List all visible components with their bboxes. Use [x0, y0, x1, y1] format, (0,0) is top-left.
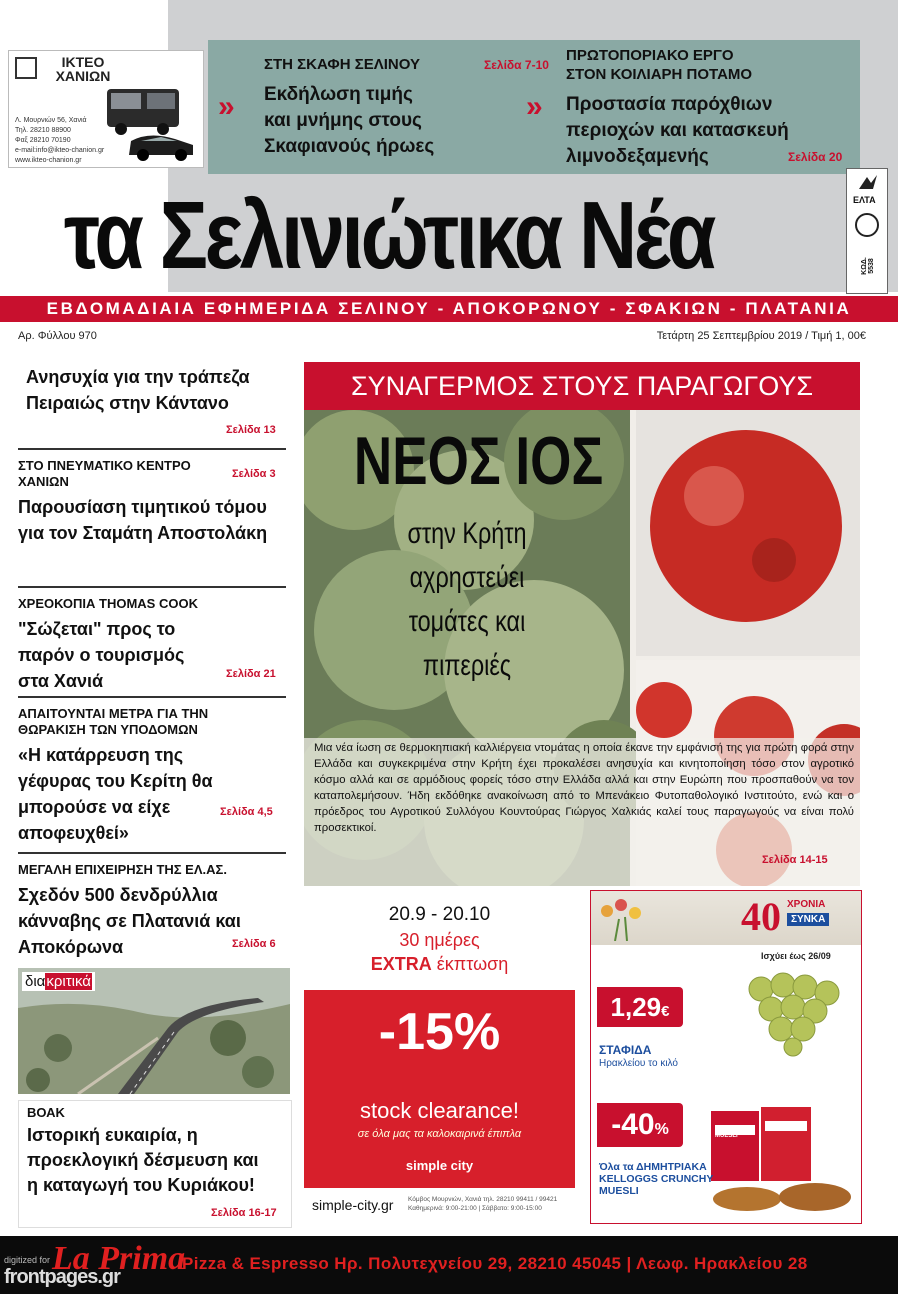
- teaser-left-page: Σελίδα 7-10: [484, 58, 549, 72]
- ikteo-ad[interactable]: [8, 50, 204, 168]
- left-story-3[interactable]: [18, 596, 286, 694]
- teaser-left-line: και μνήμης στους: [264, 110, 422, 131]
- teaser-right-kicker: [566, 46, 752, 84]
- divider: [18, 586, 286, 588]
- ad-extra-bold: EXTRA: [370, 954, 432, 974]
- main-story-page: Σελίδα 14-15: [762, 854, 828, 866]
- left-story-2[interactable]: [18, 458, 286, 546]
- diakritika-label-a: δια: [25, 973, 46, 990]
- synka-brand: ΣΥΝΚΑ: [787, 913, 829, 926]
- teaser-box: [208, 40, 860, 174]
- elta-label: ΕΛΤΑ: [853, 195, 876, 205]
- ad-address-line: Κόμβος Μουρνιών, Χανιά τηλ. 28210 99411 / 99421: [408, 1196, 558, 1203]
- story-headline: Ανησυχία για την τράπεζα Πειραιώς στην Κάντανο: [26, 367, 250, 413]
- main-sub-line: στην Κρήτη: [407, 517, 527, 550]
- teaser-left-line: Σκαφιανούς ήρωες: [264, 136, 435, 157]
- product1-name: ΣΤΑΦΙΔΑ: [599, 1043, 652, 1057]
- ad-dates: 20.9 - 20.10: [388, 904, 491, 925]
- boak-story[interactable]: [18, 1100, 292, 1228]
- story-page: Σελίδα 3: [232, 468, 276, 480]
- teaser-left-kicker: ΣΤΗ ΣΚΑΦΗ ΣΕΛΙΝΟΥ: [264, 56, 421, 73]
- ikteo-address: Λ. Μουρνιών 56, Χανιά: [15, 117, 87, 124]
- story-page: Σελίδα 4,5: [220, 806, 273, 818]
- truck-car-image: [101, 83, 197, 163]
- ad-address: [408, 1195, 557, 1213]
- ikteo-fax: Φαξ 28210 70190: [15, 137, 71, 144]
- synka-valid: Ισχύει έως 26/09: [761, 951, 831, 961]
- ad-hours-line: Καθημερινά: 9:00-21:00 | Σάββατο: 9:00-15:00: [408, 1205, 542, 1212]
- story-page: Σελίδα 6: [232, 938, 276, 950]
- main-sub-line: αχρηστεύει: [409, 561, 525, 594]
- story-headline: Ιστορική ευκαιρία, η προεκλογική δέσμευση και η καταγωγή του Κυριάκου!: [27, 1125, 259, 1195]
- left-story-5[interactable]: [18, 862, 286, 960]
- ikteo-email: e-mail:info@ikteo-chanion.gr: [15, 147, 105, 154]
- elta-bird-icon: [857, 173, 879, 193]
- product1-sub: Ηρακλείου το κιλό: [599, 1058, 678, 1069]
- ikteo-title: [43, 55, 123, 83]
- main-story-body: Μια νέα ίωση σε θερμοκηπιακή καλλιέργεια ντομάτας η οποία έκανε την εμφάνισή της για πρώτη φορά στην Ελλάδα και συγκεκριμένα στην Κρήτη έχει προκαλέσει ανησυχία και κινητοποίηση τόσο στον αγροτικό κόσμο αλλά και σε αρμόδιους φορείς τόσο στην Ελλάδα αλλά και στην Ευρώπη που προσπαθούν να τον καταπολεμήσουν. Ήδη εκδόθηκε ανακοίνωση από το Μπενάκειο Φυτοπαθολογικό Ινστιτούτο, ενώ και ο πρόεδρος του Αγροτικού Συλλόγου Κουντούρας Γιώργος Χαλκιάς καλεί τους παραγωγούς να είναι πολύ προσεκτικοί.: [314, 742, 854, 834]
- divider: [18, 448, 286, 450]
- date-price: Τετάρτη 25 Σεπτεμβρίου 2019 / Τιμή 1, 00€: [656, 330, 866, 342]
- diakritika-label-b: κριτικά: [46, 973, 91, 990]
- price-tag: [597, 987, 683, 1027]
- ad-stock: stock clearance!: [360, 1098, 519, 1123]
- teaser-right-line: περιοχών και κατασκευή: [566, 120, 789, 141]
- la-prima-logo: La Prima: [52, 1240, 186, 1277]
- teaser-left-headline[interactable]: [264, 82, 504, 160]
- price-main: 1,29: [610, 992, 662, 1022]
- story-headline: Σχεδόν 500 δενδρύλλια κάνναβης σε Πλατανιά και Αποκόρωνα: [18, 885, 241, 957]
- left-story-4[interactable]: [18, 706, 286, 846]
- watermark-line1: digitized for: [4, 1255, 51, 1265]
- tagline-band: ΕΒΔΟΜΑΔΙΑΙΑ ΕΦΗΜΕΡΙΔΑ ΣΕΛΙΝΟΥ - ΑΠΟΚΟΡΩΝΟΥ - ΣΦΑΚΙΩΝ - ΠΛΑΤΑΝΙΑ: [0, 296, 898, 322]
- teaser-right-kicker-line: ΣΤΟΝ ΚΟΙΛΙΑΡΗ ΠΟΤΑΜΟ: [566, 66, 753, 83]
- teaser-right-page: Σελίδα 20: [788, 150, 843, 164]
- discount-main: -40: [611, 1108, 655, 1141]
- main-sub-line: τομάτες και: [408, 605, 526, 638]
- diakritika-photo[interactable]: [18, 968, 290, 1094]
- ikteo-logo-icon: [15, 57, 37, 79]
- story-kicker: ΣΤΟ ΠΝΕΥΜΑΤΙΚΟ ΚΕΝΤΡΟ ΧΑΝΙΩΝ: [18, 458, 191, 489]
- ad-url[interactable]: simple-city.gr: [312, 1197, 394, 1213]
- elta-seal-icon: [855, 213, 879, 237]
- ad-extra: [304, 954, 575, 975]
- synka-xronia: ΧΡΟΝΙΑ: [787, 899, 826, 910]
- story-kicker: ΧΡΕΟΚΟΠΙΑ THOMAS COOK: [18, 596, 198, 611]
- ikteo-title-line2: ΧΑΝΙΩΝ: [55, 68, 111, 84]
- main-sub-line: πιπεριές: [422, 649, 512, 682]
- left-story-1[interactable]: [18, 364, 286, 436]
- teaser-right-line: Προστασία παρόχθιων: [566, 94, 773, 115]
- story-kicker: ΑΠΑΙΤΟΥΝΤΑΙ ΜΕΤΡΑ ΓΙΑ ΤΗΝ ΘΩΡΑΚΙΣΗ ΤΩΝ ΥΠΟΔΟΜΩΝ: [18, 706, 209, 737]
- ad-sub: σε όλα μας τα καλοκαιρινά έπιπλα: [357, 1128, 522, 1140]
- ikteo-web: www.ikteo-chanion.gr: [15, 157, 82, 164]
- divider: [18, 696, 286, 698]
- newspaper-title: τα Σελινιώτικα Νέα: [64, 182, 714, 289]
- story-page: Σελίδα 21: [226, 668, 276, 680]
- footer-line: Pizza & Espresso Ηρ. Πολυτεχνείου 29, 28210 45045 | Λεωφ. Ηρακλείου 28: [182, 1254, 808, 1273]
- cereal-boxes-image: [707, 1105, 857, 1215]
- cereal-box-text: CRUNCHY MUESLI: [715, 1127, 745, 1139]
- chevron-icon: »: [526, 90, 543, 123]
- ikteo-phone: Τηλ. 28210 88900: [15, 127, 71, 134]
- story-headline: "Σώζεται" προς το παρόν ο τουρισμός στα Χανιά: [18, 619, 185, 691]
- product2-name: Όλα τα ΔΗΜΗΤΡΙΑΚΑ KELLOGGS CRUNCHY MUESLI: [599, 1161, 714, 1197]
- teaser-right-line: λιμνοδεξαμενής: [566, 146, 709, 167]
- discount-sign: %: [654, 1121, 669, 1138]
- main-story-band: ΣΥΝΑΓΕΡΜΟΣ ΣΤΟΥΣ ΠΑΡΑΓΩΓΟΥΣ: [304, 362, 860, 410]
- grapes-image: [731, 965, 851, 1057]
- issue-number: Αρ. Φύλλου 970: [18, 330, 97, 342]
- story-kicker: ΒΟΑΚ: [27, 1105, 65, 1120]
- ad-extra-rest: έκπτωση: [431, 954, 509, 974]
- elta-code: ΚΩΔ. 5538: [861, 257, 875, 275]
- ad-percent: -15%: [378, 1003, 501, 1061]
- simple-city-logo: simple city: [405, 1158, 474, 1173]
- story-kicker: ΜΕΓΑΛΗ ΕΠΙΧΕΙΡΗΣΗ ΤΗΣ ΕΛ.ΑΣ.: [18, 862, 227, 877]
- elta-stamp: [846, 168, 888, 294]
- simple-city-ad[interactable]: [304, 890, 575, 1222]
- story-headline: «Η κατάρρευση της γέφυρας του Κερίτη θα μπορούσε να είχε αποφευχθεί»: [18, 745, 213, 843]
- teaser-left-line: Εκδήλωση τιμής: [264, 84, 413, 105]
- divider: [18, 852, 286, 854]
- ad-footer: [304, 1188, 575, 1222]
- main-subheadline: [354, 512, 580, 688]
- discount-tag: [597, 1103, 683, 1147]
- footer-ad[interactable]: [0, 1236, 898, 1294]
- ad-days: 30 ημέρες: [399, 930, 480, 950]
- watermark-line2: frontpages.gr: [4, 1266, 120, 1288]
- synka-40: 40: [741, 894, 781, 939]
- story-page: Σελίδα 13: [226, 424, 276, 436]
- story-page: Σελίδα 16-17: [211, 1207, 277, 1219]
- teaser-right-kicker-line: ΠΡΩΤΟΠΟΡΙΑΚΟ ΕΡΓΟ: [566, 47, 734, 64]
- ikteo-title-line1: ΙΚΤΕΟ: [61, 54, 105, 70]
- price-currency: €: [661, 1003, 670, 1020]
- main-headline: ΝΕΟΣ ΙΟΣ: [353, 423, 604, 499]
- flowers-icon: [595, 895, 655, 941]
- synka-ad[interactable]: [590, 890, 862, 1224]
- story-headline: Παρουσίαση τιμητικού τόμου για τον Σταμάτη Αποστολάκη: [18, 497, 268, 543]
- diakritika-label: [22, 972, 95, 991]
- chevron-icon: »: [218, 90, 235, 123]
